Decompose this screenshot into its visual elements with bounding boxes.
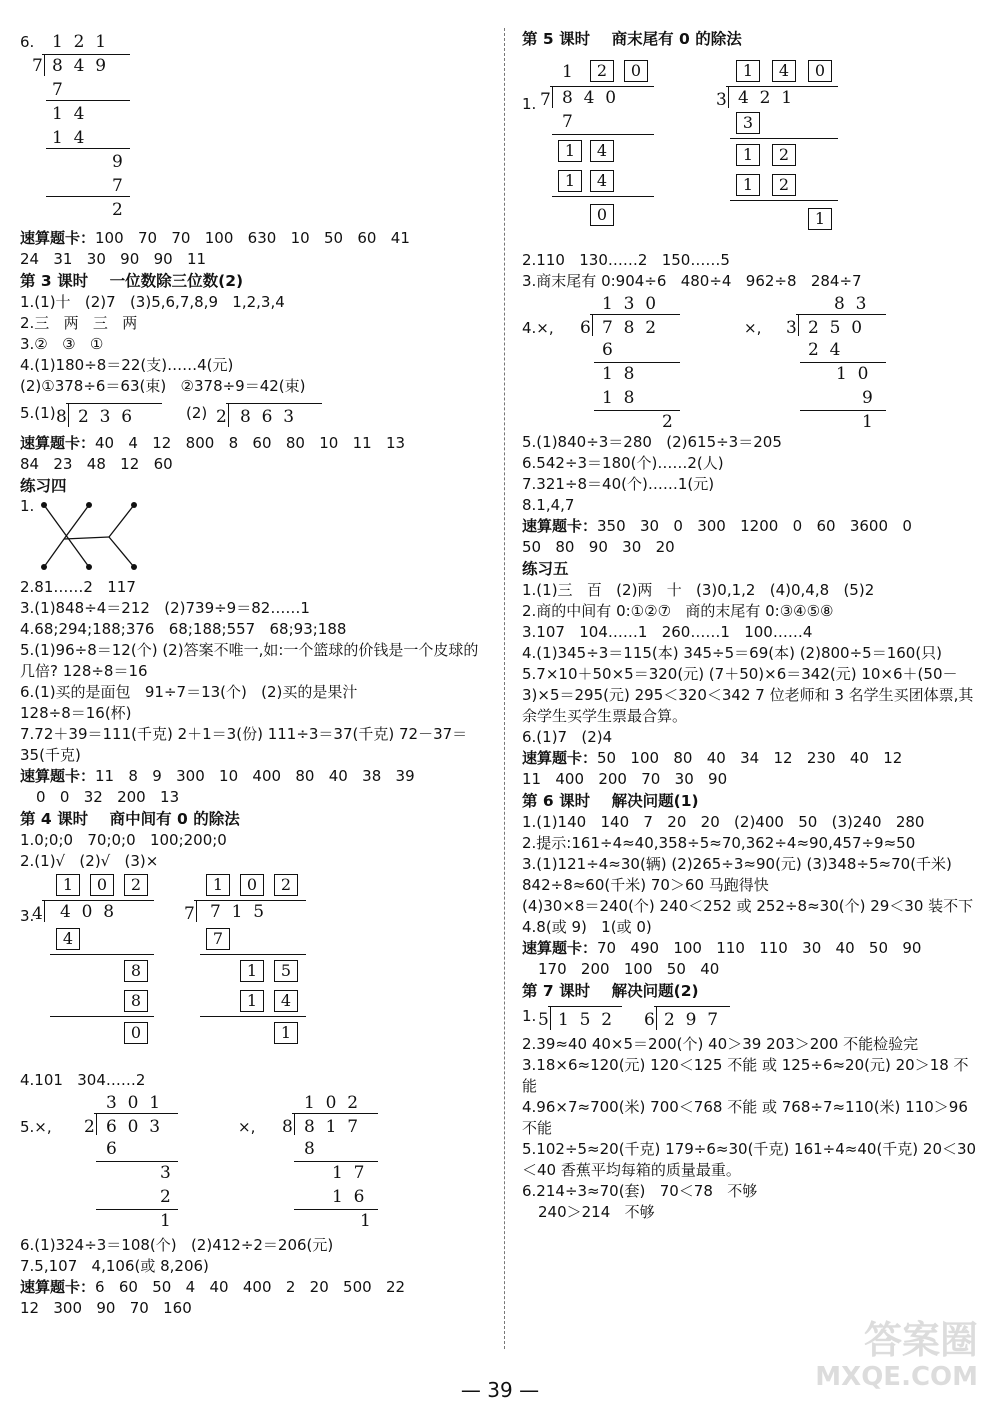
section-heading: 第 3 课时 一位数除三位数(2) (20, 272, 244, 290)
speed-card-r2: 速算题卡：50 100 80 40 34 12 230 40 12 (522, 749, 903, 767)
division-setup-r1: 1. 5 1 5 2 6 2 9 7 (522, 1002, 982, 1034)
speed-card-3: 速算题卡：11 8 9 300 10 400 80 40 38 39 (20, 767, 415, 785)
boxed-divisions-1: 1. 1 2 0 7 8 4 0 7 1 4 1 4 0 1 4 0 3 4 2 1 3 1 2 1 2 1 (522, 50, 982, 242)
section-heading: 练习四 (20, 477, 67, 495)
speed-card-r3: 速算题卡：70 490 100 110 110 30 40 50 90 (522, 939, 922, 957)
speed-card-1: 速算题卡：100 70 70 100 630 10 50 60 41 (20, 229, 410, 247)
section-heading: 练习五 (522, 560, 569, 578)
section-heading: 第 7 课时 解决问题(2) (522, 982, 699, 1000)
watermark-logo: 答案圈 MXQE.COM (815, 1318, 978, 1392)
long-division-6: 6. 1 2 1 7 8 4 9 7 1 4 1 4 9 7 2 (20, 28, 490, 222)
left-column: 6. 1 2 1 7 8 4 9 7 1 4 1 4 9 7 2 速算题卡：100 70 70 100 630 10 50 60 41 24 31 30 90 90 11 第 3 课时 一位数除三位数(2) 1.(1)十 (2)7 (3)5,6,7,8,9 1,2,3,4 2.三 两 三 两 3.② ③ ① 4.(1)180÷8＝22(支)……4(元) (2)①378÷6＝63(束) ②378÷9＝42(束) 5.(1) 8 2 3 6 (2) 2 8 6 3 速算题卡：40 4 12 800 8 60 80 10 11 13 84 23 48 12 60 练习四 1. 2.81……2 117 3.(1)848÷4＝212 (2)739÷9＝82……1 4.68;294;188;376 68;188;557 68;93;188 5.(1)96÷8＝12(个) (2)答案不唯一,如:一个篮球的价钱是一个皮球的几倍? 128÷8＝16 6.(1)买的是面包 91÷7＝13(个) (2)买的是果汁 128÷8＝16(杯) 7.72＋39＝111(千克) 2＋1＝3(份) 111÷3＝37(千克) 72－37＝35(千克) 速算题卡：11 8 9 300 10 400 80 40 38 39 0 0 32 200 13 第 4 课时 商中间有 0 的除法 1.0;0;0 70;0;0 100;200;0 2.(1)√ (2)√ (3)× 3. 1 0 2 4 4 0 8 4 8 8 0 1 0 2 7 7 1 5 7 1 5 1 4 1 4.101 304……2 5.×, 3 0 1 2 6 0 3 6 3 2 1 ×, 1 0 2 8 8 1 7 8 1 7 1 6 1 6.(1)324÷3＝108(个) (2)412÷2＝206(元) 7.5,107 4,106(或 8,206) 速算题卡：6 60 50 4 40 400 2 20 500 22 12 300 90 70 160 (20, 28, 490, 1319)
page-number: — 39 — (460, 1378, 540, 1402)
section-heading: 第 6 课时 解决问题(1) (522, 792, 699, 810)
speed-card-2: 速算题卡：40 4 12 800 8 60 80 10 11 13 (20, 434, 406, 452)
column-divider (504, 28, 505, 1349)
matching-lines-icon (34, 497, 164, 577)
division-setup-5: 5.(1) 8 2 3 6 (2) 2 8 6 3 (20, 397, 490, 429)
speed-card-4: 速算题卡：6 60 50 4 40 400 2 20 500 22 (20, 1278, 406, 1296)
long-divisions-4: 4.×, 1 3 0 6 7 8 2 6 1 8 1 8 2 ×, 8 3 3 2 5 0 2 4 1 0 9 1 (522, 292, 982, 432)
section-heading: 第 5 课时 商末尾有 0 的除法 (522, 30, 742, 48)
boxed-divisions-3: 3. 1 0 2 4 4 0 8 4 8 8 0 1 0 2 7 7 1 5 7 1 5 1 4 1 (20, 872, 490, 1070)
long-divisions-5: 5.×, 3 0 1 2 6 0 3 6 3 2 1 ×, 1 0 2 8 8 1 7 8 1 7 1 6 1 (20, 1091, 490, 1235)
speed-card-r1: 速算题卡：350 30 0 300 1200 0 60 3600 0 (522, 517, 912, 535)
matching-lines-diagram: 1. (20, 497, 490, 577)
right-column: 第 5 课时 商末尾有 0 的除法 1. 1 2 0 7 8 4 0 7 1 4 1 4 0 1 4 0 3 4 2 1 3 1 2 1 2 1 2.110 130……2 150……5 3.商末尾有 0:904÷6 480÷4 962÷8 284÷7 4.×, 1 3 0 6 7 8 2 6 1 8 1 8 2 ×, 8 3 3 2 5 0 2 4 1 0 9 1 5.(1)840÷3＝280 (2)615÷3＝205 6.542÷3＝180(个)……2(人) 7.321÷8＝40(个)……1(元) 8.1,4,7 速算题卡：350 30 0 300 1200 0 60 3600 0 50 80 90 30 20 练习五 1.(1)三 百 (2)两 十 (3)0,1,2 (4)0,4,8 (5)2 2.商的中间有 0:①②⑦ 商的末尾有 0:③④⑤⑧ 3.107 104……1 260……1 100……4 4.(1)345÷3＝115(本) 345÷5＝69(本) (2)800÷5＝160(只) 5.7×10＋50×5＝320(元) (7＋50)×6＝342(元) 10×6＋(50－3)×5＝295(元) 295＜320＜342 7 位老师和 3 名学生买团体票,其余学生买学生票最合算。 6.(1)7 (2)4 速算题卡：50 100 80 40 34 12 230 40 12 11 400 200 70 30 90 第 6 课时 解决问题(1) 1.(1)140 140 7 20 20 (2)400 50 (3)240 280 2.提示:161÷4≈40,358÷5≈70,362÷4≈90,457÷9≈50 3.(1)121÷4≈30(辆) (2)265÷3≈90(元) (3)348÷5≈70(千米) 842÷8≈60(千米) 70＞60 马跑得快 (4)30×8＝240(个) 240＜252 或 252÷8≈30(个) 29＜30 装不下 4.8(或 9) 1(或 0) 速算题卡：70 490 100 110 110 30 40 50 90 170 200 100 50 40 第 7 课时 解决问题(2) 1. 5 1 5 2 6 2 9 7 2.39≈40 40×5＝200(个) 40＞39 203＞200 不能检验完 3.18×6≈120(元) 120＜125 不能 或 125÷6≈20(元) 20＞18 不能 4.96×7≈700(米) 700＜768 不能 或 768÷7≈110(米) 110＞96 不能 5.102÷5≈20(千克) 179÷6≈30(千克) 161÷4≈40(千克) 20＜30＜40 香蕉平均每箱的质量最重。 6.214÷3≈70(套) 70＜78 不够 240＞214 不够 (522, 28, 982, 1223)
section-heading: 第 4 课时 商中间有 0 的除法 (20, 810, 240, 828)
